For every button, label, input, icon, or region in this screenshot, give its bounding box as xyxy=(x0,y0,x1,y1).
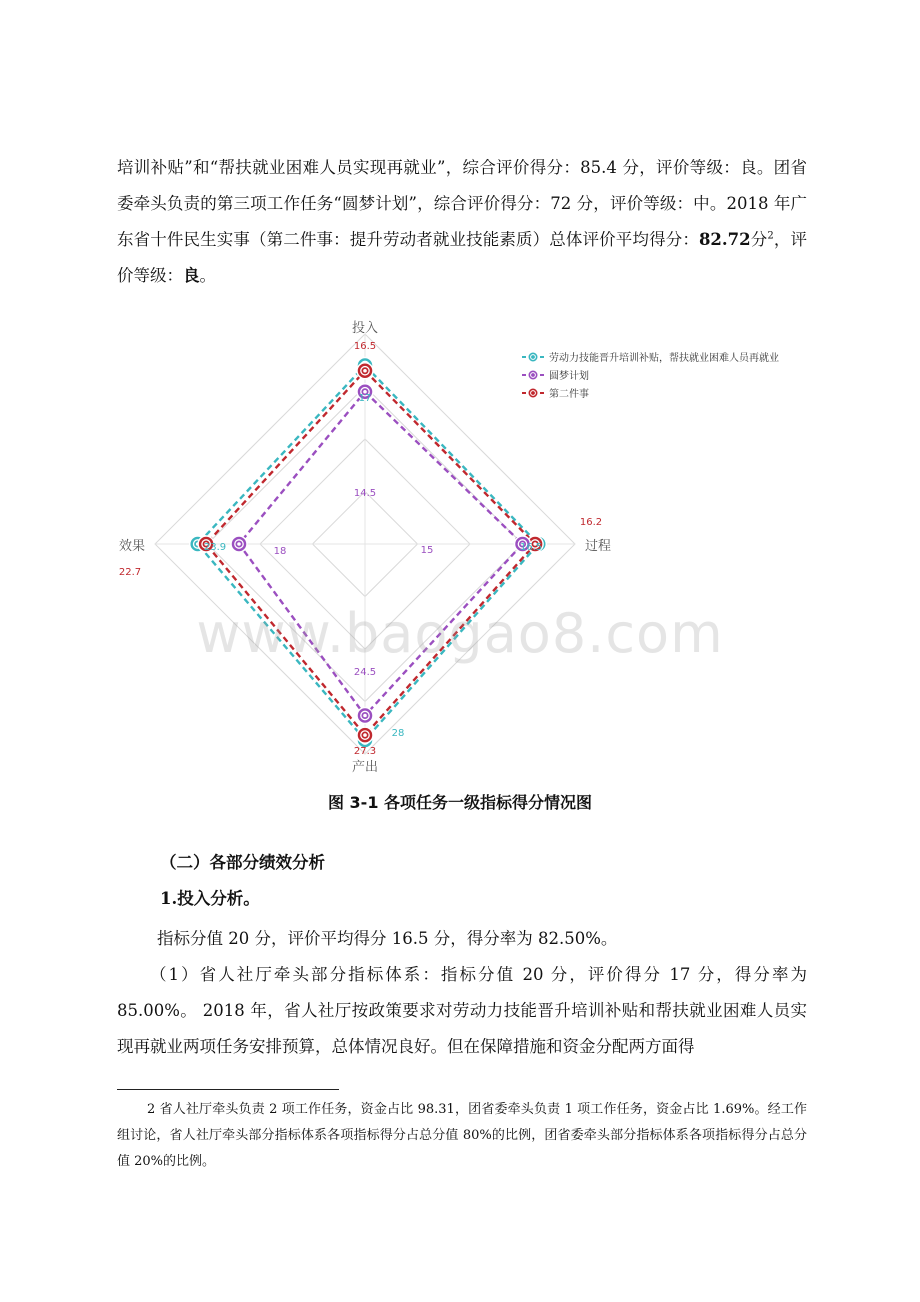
radar-chart xyxy=(100,305,820,785)
series-2-point-2 xyxy=(357,727,373,743)
value-label-s2-a1: 16.2 xyxy=(579,517,603,528)
series-2-point-0 xyxy=(357,363,373,379)
value-label-s1-a1: 15 xyxy=(420,545,434,556)
legend-label-0: 劳动力技能晋升培训补贴，帮扶就业困难人员再就业 xyxy=(549,353,779,364)
body-paragraph-3: （1）省人社厅牵头部分指标体系：指标分值 20 分，评价得分 17 分，得分率为 85.00%。 2018 年，省人社厅按政策要求对劳动力技能晋升培训补贴和帮扶就业困难人员实现再就业两项任务安排预算，总体情况良好。但在保障措施和资金分配两方面得 xyxy=(117,965,807,1056)
value-label-s0-a1: 16.5 xyxy=(520,542,543,553)
legend-item-0 xyxy=(522,351,779,364)
axis-label-2: 产出 xyxy=(351,760,379,775)
axis-label-1: 过程 xyxy=(585,539,612,554)
radar-series xyxy=(190,358,547,749)
figure-caption: 图 3-1 各项任务一级指标得分情况图 xyxy=(327,793,593,812)
series-1-point-2 xyxy=(357,708,373,724)
p1-text-2: 分 xyxy=(750,230,768,249)
value-label-s1-a2: 24.5 xyxy=(353,667,377,678)
sub-heading: 1.投入分析。 xyxy=(160,889,260,908)
footnote: 2 省人社厅牵头负责 2 项工作任务，资金占比 98.31，团省委牵头负责 1 项工作任务，资金占比 1.69%。经工作组讨论，省人社厅牵头部分指标体系各项指标得分占总分值 80%的比例，团省委牵头部分指标体系各项指标得分占总分值 20%的比例。 xyxy=(117,1102,807,1169)
axis-label-3: 效果 xyxy=(118,539,145,554)
watermark: www.baogao8.com xyxy=(196,602,724,665)
value-label-s0-a0: 17 xyxy=(358,393,372,404)
p1-text-4: 。 xyxy=(199,266,216,285)
value-label-s1-a3: 18 xyxy=(273,546,287,557)
body-paragraph-2: 指标分值 20 分，评价平均得分 16.5 分，得分率为 82.50%。 xyxy=(157,929,618,948)
series-line-0 xyxy=(198,366,539,741)
axis-label-0: 投入 xyxy=(351,321,379,336)
value-label-s2-a2: 27.3 xyxy=(353,746,377,757)
value-label-s2-a3: 22.7 xyxy=(118,567,142,578)
series-1-point-3 xyxy=(231,536,247,552)
value-label-s1-a0: 14.5 xyxy=(353,488,377,499)
chart-legend xyxy=(522,351,779,400)
value-label-s0-a2: 28 xyxy=(391,728,405,739)
legend-item-2 xyxy=(522,387,589,400)
value-label-s2-a0: 16.5 xyxy=(353,341,377,352)
body-paragraph-1 xyxy=(117,150,807,294)
p1-text-1: 培训补贴”和“帮扶就业困难人员实现再就业”，综合评价得分：85.4 分，评价等级：良。团省委牵头负责的第三项工作任务“圆梦计划”，综合评价得分：72 分，评价等级：中。2018 年广东省十件民生实事（第二件事：提升劳动者就业技能素质）总体评价平均得分： xyxy=(117,158,807,249)
footnote-divider xyxy=(117,1089,339,1090)
p1-text-3: ，评价等级： xyxy=(117,230,808,285)
series-line-2 xyxy=(203,371,535,735)
legend-label-2: 第二件事 xyxy=(549,389,589,400)
p1-grade: 良 xyxy=(183,266,200,285)
p1-average-score: 82.72 xyxy=(698,230,751,249)
footnote-ref[interactable]: 2 xyxy=(767,230,774,242)
section-heading: （二）各部分绩效分析 xyxy=(160,853,325,872)
legend-label-1: 圆梦计划 xyxy=(549,371,589,382)
legend-item-1 xyxy=(522,369,589,382)
value-label-s0-a3: 23.9 xyxy=(203,542,227,553)
